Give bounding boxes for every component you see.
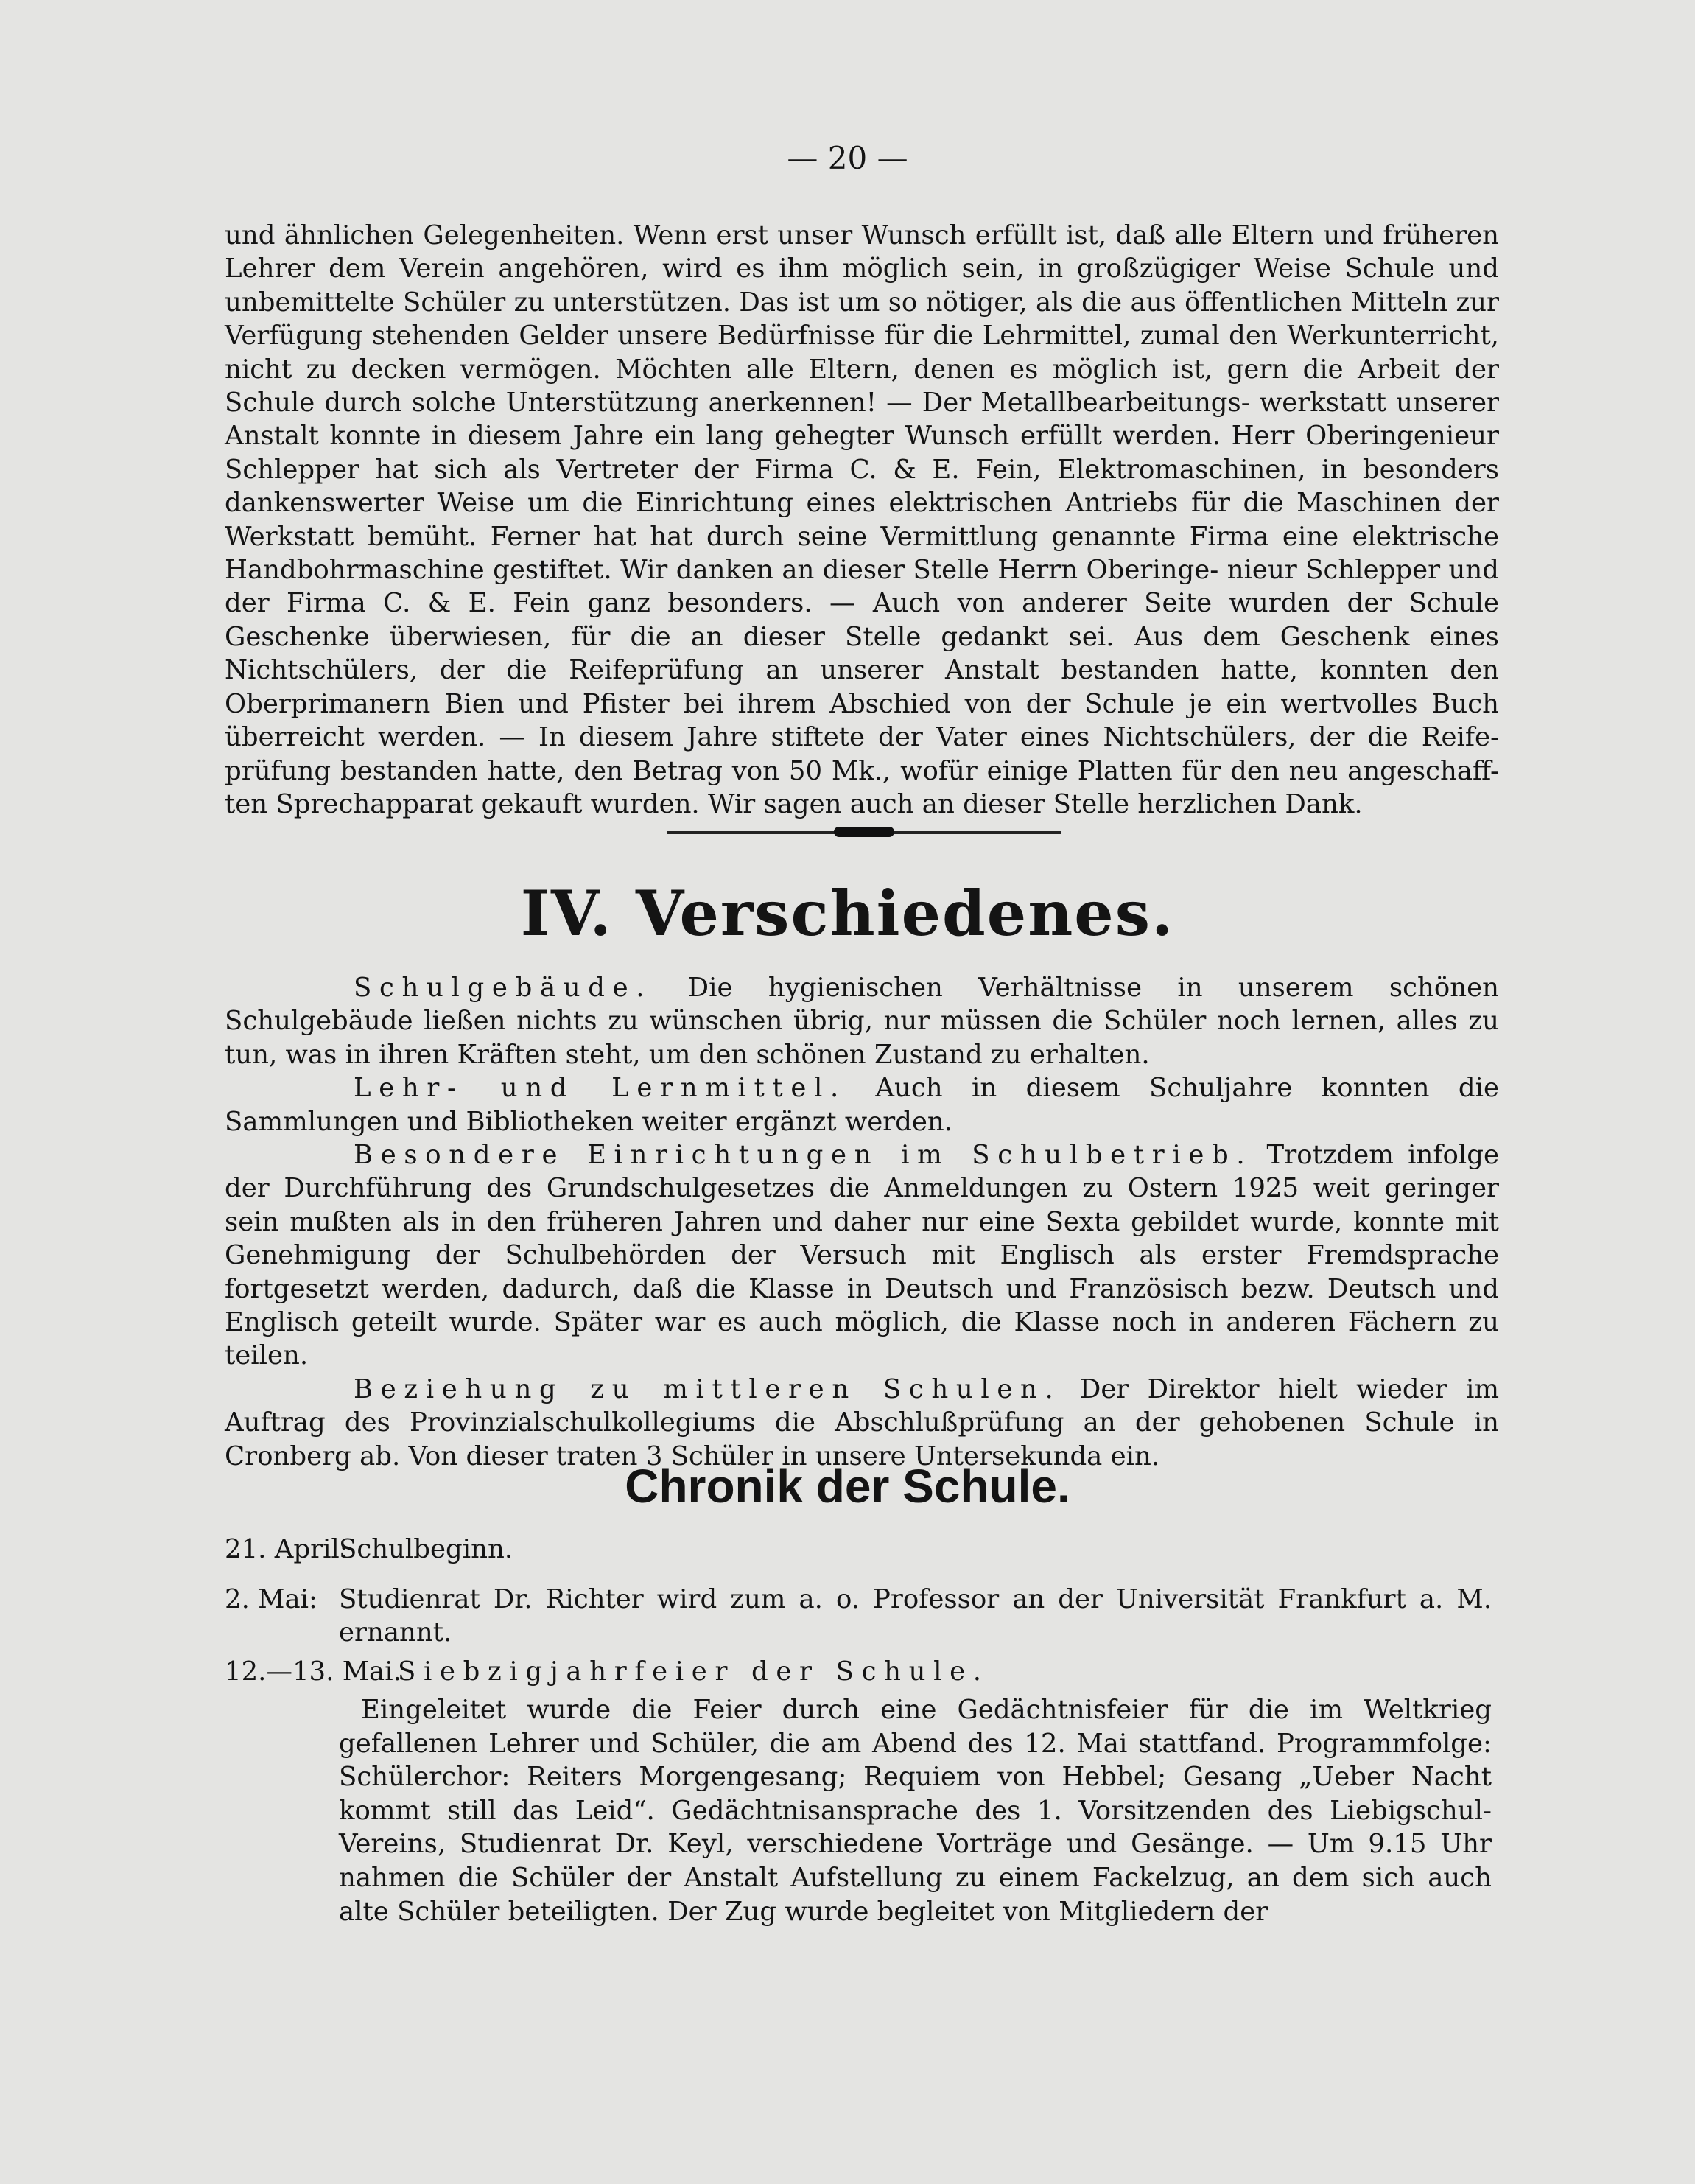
chronicle-heading: Chronik der Schule.	[625, 1460, 1070, 1513]
chronicle-text: Studienrat Dr. Richter wird zum a. o. Professor an der Universität Frankfurt a. M. ernannt.	[339, 1584, 1492, 1648]
chronicle-date: 2. Mai:	[225, 1584, 317, 1614]
paragraph-schulgebaeude: Schulgebäude. Die hygienischen Verhältnisse in unserem schönen Schulgebäude ließen nichts zu wünschen übrig, nur müssen die Schüler noch lernen, alles zu tun, was in ihren Kräften steht, um den schönen Zustand zu erhalten.	[225, 973, 1499, 1070]
section-heading: IV. Verschiedenes.	[520, 877, 1175, 950]
chronicle-text: Siebzigjahrfeier der Schule.	[398, 1656, 989, 1687]
paragraph-label: Schulgebäude.	[354, 973, 653, 1003]
section-divider-ornament	[834, 827, 894, 837]
paragraph-beziehung: Beziehung zu mittleren Schulen. Der Direktor hielt wieder im Auftrag des Provinzialschulkollegiums die Abschlußprüfung an der gehobenen Schule in Cronberg ab. Von dieser traten 3 Schüler in unsere Untersekunda ein.	[225, 1373, 1500, 1471]
chronicle-entry	[0, 1533, 1695, 1569]
section-body	[225, 971, 1499, 1473]
chronicle-date: 21. April:	[225, 1534, 348, 1564]
chronicle-date: 12.—13. Mai.	[225, 1656, 401, 1687]
paragraph-einrichtungen: Besondere Einrichtungen im Schulbetrieb. Trotzdem infolge der Durchführung des Grundschulgesetzes die Anmeldungen zu Ostern 1925 weit geringer sein mußten als in den früheren Jahren und daher nur eine Sexta gebildet wurde, konnte mit Genehmigung der Schulbehörden der Versuch mit Englisch als erster Fremdsprache fortgesetzt werden, dadurch, daß die Klasse in Deutsch und Französisch bezw. Deutsch und Englisch geteilt wurde. Später war es auch möglich, die Klasse noch in anderen Fächern zu teilen.	[225, 1140, 1499, 1371]
paragraph-label: Besondere Einrichtungen im Schulbetrieb.	[354, 1140, 1253, 1171]
intro-paragraph	[225, 219, 1499, 821]
paragraph-label: Beziehung zu mittleren Schulen.	[354, 1373, 1061, 1404]
paragraph-lehrmittel: Lehr- und Lernmittel. Auch in diesem Schuljahre konnten die Sammlungen und Bibliotheken weiter ergänzt werden.	[225, 1073, 1499, 1137]
paragraph-label: Lehr- und Lernmittel.	[354, 1073, 846, 1104]
chronicle-paragraph: Eingeleitet wurde die Feier durch eine Gedächtnisfeier für die im Weltkrieg gefallenen Lehrer und Schüler, die am Abend des 12. Mai stattfand. Programmfolge: Schülerchor: Reiters Morgengesang; Requiem von Hebbel; Gesang „Ueber Nacht kommt still das Leid“. Gedächtnisansprache des 1. Vorsitzenden des Liebigschul-Vereins, Studienrat Dr. Keyl, verschiedene Vorträge und Gesänge. — Um 9.15 Uhr nahmen die Schüler der Anstalt Aufstellung zu einem Fackelzug, an dem sich auch alte Schüler beteiligten. Der Zug wurde begleitet von Mitgliedern der	[339, 1695, 1492, 1927]
chronicle-entry	[0, 1655, 1695, 1692]
page-number: — 20 —	[787, 140, 908, 176]
intro-text: und ähnlichen Gelegenheiten. Wenn erst unser Wunsch erfüllt ist, daß alle Eltern und früheren Lehrer dem Verein angehören, wird es ihm möglich sein, in großzügiger Weise Schule und unbemittelte Schüler zu unterstützen. Das ist um so nötiger, als die aus öffentlichen Mitteln zur Verfügung stehenden Gelder unsere Bedürfnisse für die Lehrmittel, zumal den Werkunterricht, nicht zu decken vermögen. Möchten alle Eltern, denen es möglich ist, gern die Arbeit der Schule durch solche Unterstützung anerkennen! — Der Metallbearbeitungs- werkstatt unserer Anstalt konnte in diesem Jahre ein lang gehegter Wunsch erfüllt werden. Herr Oberingenieur Schlepper hat sich als Vertreter der Firma C. & E. Fein, Elektromaschinen, in besonders dankenswerter Weise um die Einrichtung eines elektrischen Antriebs für die Maschinen der Werkstatt bemüht. Ferner hat hat durch seine Vermittlung genannte Firma eine elektrische Handbohrmaschine gestiftet. Wir danken an dieser Stelle Herrn Oberinge- nieur Schlepper und der Firma C. & E. Fein ganz besonders. — Auch von anderer Seite wurden der Schule Geschenke überwiesen, für die an dieser Stelle gedankt sei. Aus dem Geschenk eines Nichtschülers, der die Reifeprüfung an unserer Anstalt bestanden hatte, konnten den Oberprimanern Bien und Pfister bei ihrem Abschied von der Schule je ein wertvolles Buch überreicht werden. — In diesem Jahre stiftete der Vater eines Nichtschülers, der die Reife- prüfung bestanden hatte, den Betrag von 50 Mk., wofür einige Platten für den neu angeschaff- ten Sprechapparat gekauft wurden. Wir sagen auch an dieser Stelle herzlichen Dank.	[225, 220, 1500, 819]
chronicle-text: Schulbeginn.	[339, 1534, 513, 1564]
chronicle-entry	[0, 1583, 1695, 1653]
